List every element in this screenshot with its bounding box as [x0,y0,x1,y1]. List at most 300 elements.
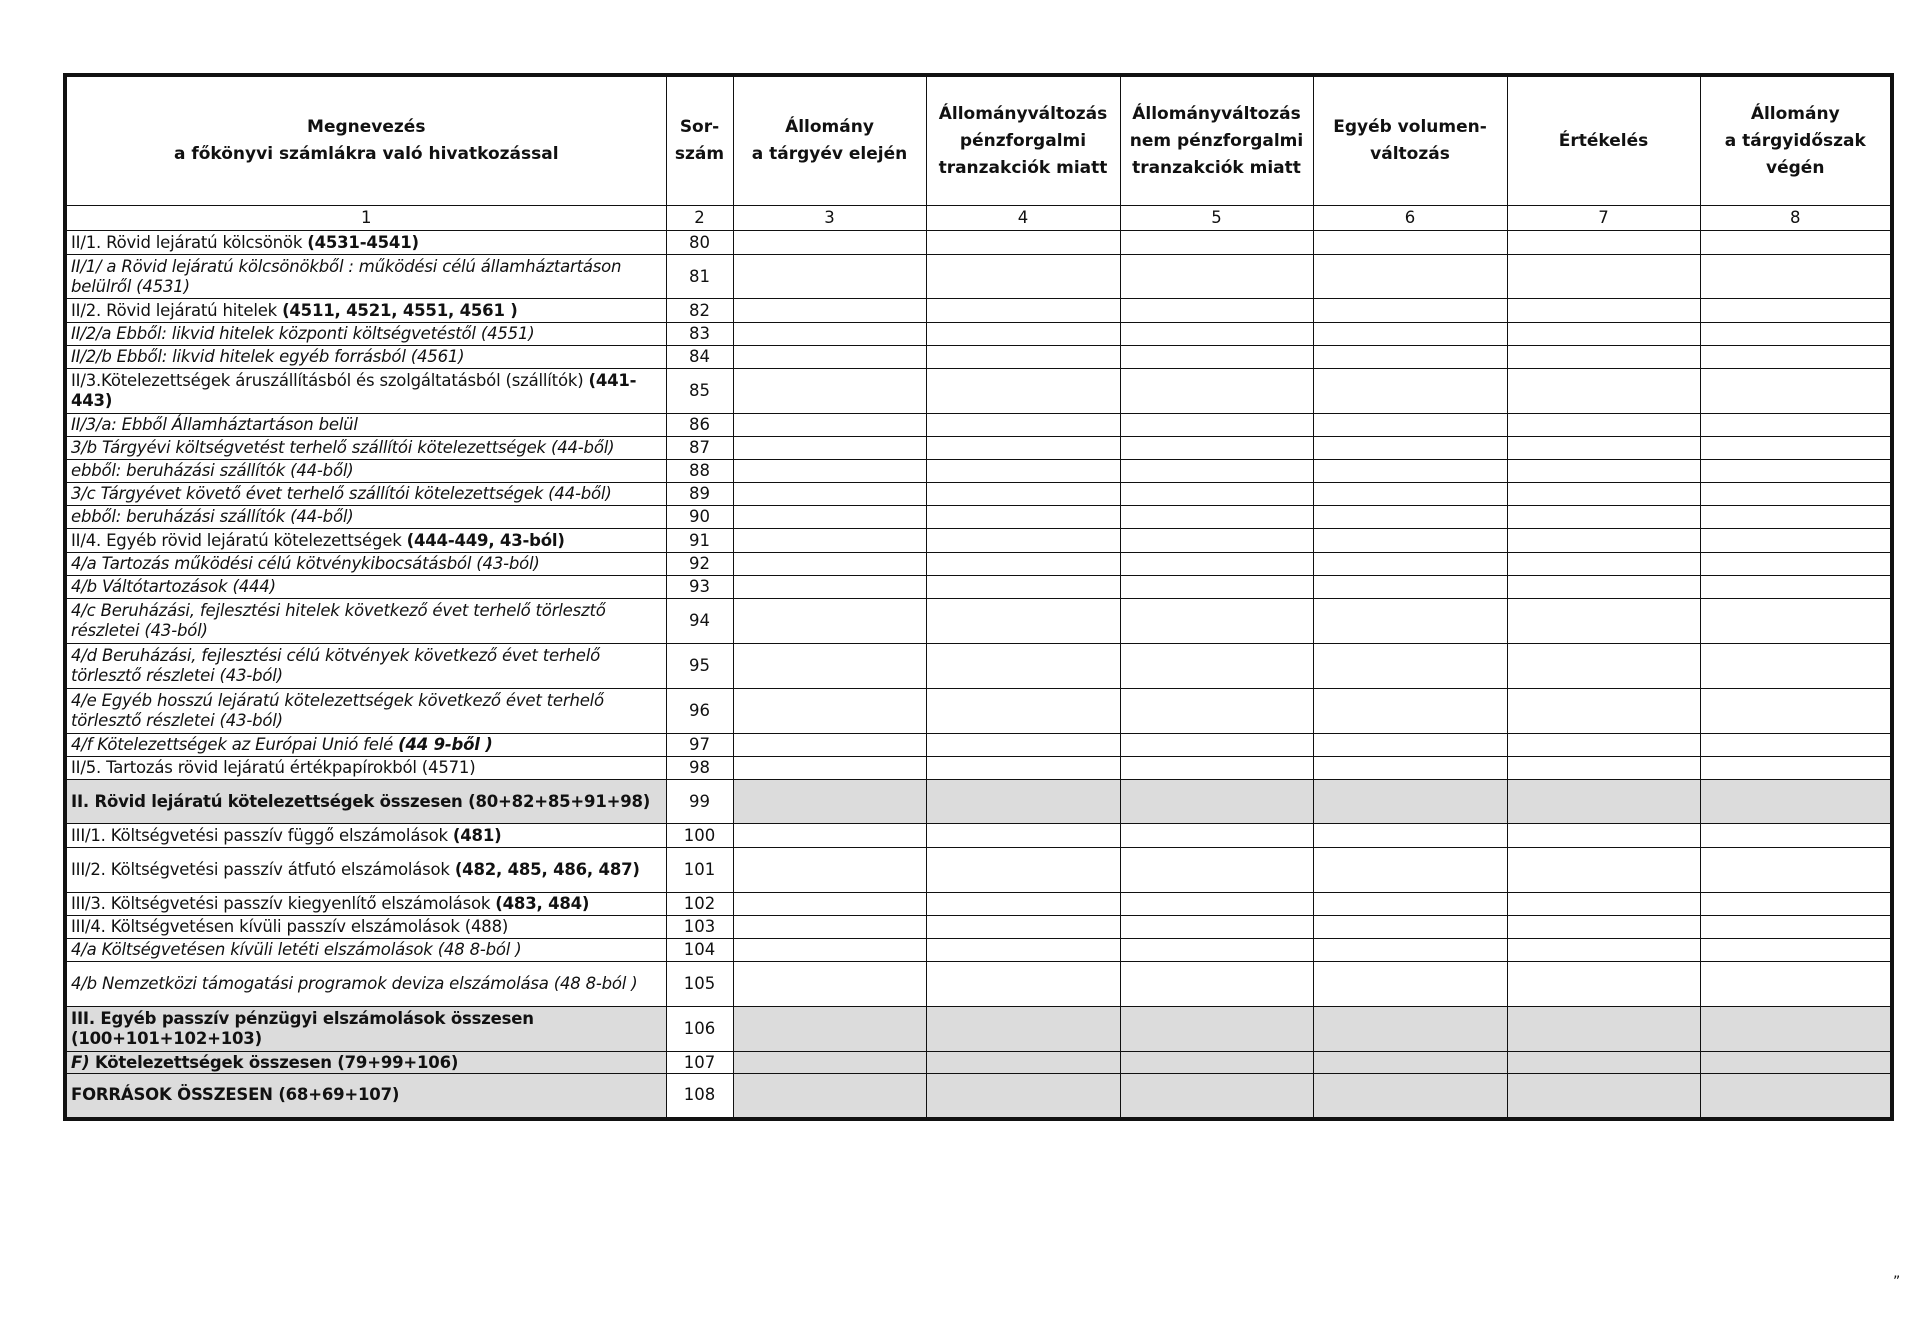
table-row [65,369,1892,414]
value-cell-col7[interactable] [1507,483,1700,506]
value-cell-col4[interactable] [926,916,1120,939]
value-cell-col5[interactable] [1120,460,1313,483]
value-cell-col4[interactable] [926,553,1120,576]
table-row [65,962,1892,1007]
table-row [65,529,1892,553]
row-number: 101 [666,848,733,893]
row-label-accounts: (4531-4541) [307,232,419,252]
value-cell-col8[interactable] [1700,323,1892,346]
value-cell-col6[interactable] [1313,824,1507,848]
value-cell-col5[interactable] [1120,757,1313,780]
value-cell-col4[interactable] [926,962,1120,1007]
value-cell-col7[interactable] [1507,460,1700,483]
value-cell-col4[interactable] [926,483,1120,506]
value-cell-col6[interactable] [1313,506,1507,529]
value-cell-col3[interactable] [733,1074,926,1119]
value-cell-col8[interactable] [1700,780,1892,824]
row-number: 108 [666,1074,733,1119]
value-cell-col7[interactable] [1507,231,1700,255]
row-label [65,599,666,644]
value-cell-col7[interactable] [1507,346,1700,369]
table-row [65,553,1892,576]
value-cell-col5[interactable] [1120,553,1313,576]
value-cell-col7[interactable] [1507,939,1700,962]
value-cell-col8[interactable] [1700,255,1892,299]
value-cell-col3[interactable] [733,576,926,599]
value-cell-col8[interactable] [1700,757,1892,780]
value-cell-col8[interactable] [1700,231,1892,255]
column-number: 2 [666,206,733,231]
table-row [65,848,1892,893]
value-cell-col8[interactable] [1700,1007,1892,1052]
row-label [65,231,666,255]
row-label [65,1007,666,1052]
row-number: 105 [666,962,733,1007]
value-cell-col8[interactable] [1700,437,1892,460]
table-row [65,689,1892,734]
value-cell-col8[interactable] [1700,529,1892,553]
row-label-text: 4/b Nemzetközi támogatási programok deviza elszámolása (48 8-ból ) [71,974,638,993]
row-label-text: II/5. Tartozás rövid lejáratú értékpapírokból (4571) [71,758,476,777]
value-cell-col4[interactable] [926,460,1120,483]
value-cell-col3[interactable] [733,734,926,757]
value-cell-col5[interactable] [1120,644,1313,689]
table-row [65,483,1892,506]
column-number: 6 [1313,206,1507,231]
value-cell-col3[interactable] [733,689,926,734]
value-cell-col4[interactable] [926,824,1120,848]
value-cell-col3[interactable] [733,962,926,1007]
value-cell-col7[interactable] [1507,734,1700,757]
value-cell-col6[interactable] [1313,460,1507,483]
value-cell-col6[interactable] [1313,599,1507,644]
row-label-text: III/2. Költségvetési passzív átfutó elszámolások [71,860,455,879]
value-cell-col5[interactable] [1120,323,1313,346]
row-number: 90 [666,506,733,529]
row-label-accounts: (482, 485, 486, 487) [454,860,640,879]
balance-table [63,73,1894,1121]
value-cell-col8[interactable] [1700,644,1892,689]
row-label [65,916,666,939]
value-cell-col6[interactable] [1313,299,1507,323]
row-label-text: 4/e Egyéb hosszú lejáratú kötelezettségek következő évet terhelő törlesztő részletei (43-ból) [71,691,604,730]
value-cell-col6[interactable] [1313,1007,1507,1052]
value-cell-col4[interactable] [926,780,1120,824]
column-number: 1 [65,206,666,231]
value-cell-col3[interactable] [733,483,926,506]
value-cell-col3[interactable] [733,299,926,323]
row-label-text: 3/c Tárgyévet követő évet terhelő szállítói kötelezettségek (44-ből) [71,484,612,503]
value-cell-col8[interactable] [1700,599,1892,644]
value-cell-col4[interactable] [926,231,1120,255]
row-number: 81 [666,255,733,299]
row-label-text: 3/b Tárgyévi költségvetést terhelő szállítói kötelezettségek (44-ből) [71,438,615,457]
value-cell-col7[interactable] [1507,689,1700,734]
row-label-text: III. Egyéb passzív pénzügyi elszámolások összesen (100+101+102+103) [71,1009,534,1048]
row-number: 88 [666,460,733,483]
value-cell-col6[interactable] [1313,757,1507,780]
value-cell-col6[interactable] [1313,346,1507,369]
value-cell-col7[interactable] [1507,529,1700,553]
value-cell-col5[interactable] [1120,529,1313,553]
row-label [65,346,666,369]
value-cell-col3[interactable] [733,848,926,893]
table-row [65,299,1892,323]
value-cell-col3[interactable] [733,369,926,414]
row-number: 98 [666,757,733,780]
value-cell-col6[interactable] [1313,437,1507,460]
value-cell-col7[interactable] [1507,323,1700,346]
value-cell-col7[interactable] [1507,599,1700,644]
table-row [65,893,1892,916]
value-cell-col6[interactable] [1313,644,1507,689]
row-number: 107 [666,1052,733,1074]
row-label [65,506,666,529]
row-number: 92 [666,553,733,576]
value-cell-col3[interactable] [733,824,926,848]
row-label-text: II/2/b Ebből: likvid hitelek egyéb forrásból (4561) [71,347,465,366]
value-cell-col5[interactable] [1120,346,1313,369]
value-cell-col6[interactable] [1313,848,1507,893]
table-row [65,1007,1892,1052]
row-label [65,323,666,346]
value-cell-col8[interactable] [1700,506,1892,529]
value-cell-col3[interactable] [733,255,926,299]
row-label [65,824,666,848]
value-cell-col7[interactable] [1507,299,1700,323]
value-cell-col6[interactable] [1313,916,1507,939]
row-label [65,1074,666,1119]
row-label [65,483,666,506]
value-cell-col5[interactable] [1120,916,1313,939]
value-cell-col4[interactable] [926,734,1120,757]
row-label [65,369,666,414]
row-label-accounts: Kötelezettségek összesen (79+99+106) [89,1052,459,1072]
row-number: 83 [666,323,733,346]
table-row [65,734,1892,757]
table-row [65,576,1892,599]
value-cell-col5[interactable] [1120,231,1313,255]
value-cell-col7[interactable] [1507,962,1700,1007]
value-cell-col4[interactable] [926,1052,1120,1074]
value-cell-col4[interactable] [926,644,1120,689]
value-cell-col8[interactable] [1700,1074,1892,1119]
row-label [65,576,666,599]
value-cell-col4[interactable] [926,689,1120,734]
row-label-text: II/3.Kötelezettségek áruszállításból és szolgáltatásból (szállítók) [71,371,589,390]
row-label [65,460,666,483]
table-row [65,460,1892,483]
table-row [65,437,1892,460]
row-label [65,893,666,916]
row-label [65,689,666,734]
value-cell-col4[interactable] [926,323,1120,346]
value-cell-col7[interactable] [1507,916,1700,939]
value-cell-col3[interactable] [733,437,926,460]
value-cell-col3[interactable] [733,506,926,529]
value-cell-col6[interactable] [1313,414,1507,437]
table-row [65,780,1892,824]
value-cell-col7[interactable] [1507,255,1700,299]
value-cell-col6[interactable] [1313,1074,1507,1119]
table-row [65,506,1892,529]
value-cell-col7[interactable] [1507,414,1700,437]
row-label [65,757,666,780]
value-cell-col5[interactable] [1120,369,1313,414]
row-label [65,962,666,1007]
value-cell-col6[interactable] [1313,369,1507,414]
table-row [65,231,1892,255]
row-number: 86 [666,414,733,437]
row-label-text: III/1. Költségvetési passzív függő elszámolások [71,825,453,845]
value-cell-col6[interactable] [1313,962,1507,1007]
value-cell-col8[interactable] [1700,369,1892,414]
row-label [65,848,666,893]
header-col3: Állomány a tárgyév elején [733,75,926,206]
value-cell-col6[interactable] [1313,1052,1507,1074]
value-cell-col7[interactable] [1507,1052,1700,1074]
value-cell-col7[interactable] [1507,644,1700,689]
value-cell-col7[interactable] [1507,576,1700,599]
table-row [65,414,1892,437]
value-cell-col3[interactable] [733,780,926,824]
value-cell-col5[interactable] [1120,299,1313,323]
header-name: Megnevezés a főkönyvi számlákra való hivatkozással [65,75,666,206]
row-label-text: II/1. Rövid lejáratú kölcsönök [71,232,308,252]
row-number: 85 [666,369,733,414]
table-row [65,1052,1892,1074]
row-label [65,780,666,824]
value-cell-col3[interactable] [733,460,926,483]
value-cell-col5[interactable] [1120,599,1313,644]
value-cell-col6[interactable] [1313,893,1507,916]
value-cell-col5[interactable] [1120,483,1313,506]
row-number: 106 [666,1007,733,1052]
value-cell-col4[interactable] [926,1074,1120,1119]
value-cell-col7[interactable] [1507,780,1700,824]
value-cell-col8[interactable] [1700,939,1892,962]
value-cell-col6[interactable] [1313,734,1507,757]
value-cell-col7[interactable] [1507,848,1700,893]
value-cell-col5[interactable] [1120,255,1313,299]
value-cell-col6[interactable] [1313,939,1507,962]
value-cell-col4[interactable] [926,599,1120,644]
value-cell-col8[interactable] [1700,1052,1892,1074]
row-label [65,644,666,689]
row-label-text: II/2. Rövid lejáratú hitelek [71,300,283,320]
value-cell-col3[interactable] [733,346,926,369]
column-number-row [65,206,1892,231]
value-cell-col8[interactable] [1700,553,1892,576]
value-cell-col5[interactable] [1120,1007,1313,1052]
value-cell-col8[interactable] [1700,962,1892,1007]
value-cell-col6[interactable] [1313,689,1507,734]
row-number: 94 [666,599,733,644]
value-cell-col7[interactable] [1507,1007,1700,1052]
value-cell-col5[interactable] [1120,848,1313,893]
row-label-accounts: (4511, 4521, 4551, 4561 ) [282,300,518,320]
value-cell-col4[interactable] [926,757,1120,780]
value-cell-col7[interactable] [1507,824,1700,848]
value-cell-col5[interactable] [1120,734,1313,757]
footnote-mark: ” [1893,1274,1901,1290]
row-label [65,553,666,576]
value-cell-col7[interactable] [1507,1074,1700,1119]
value-cell-col8[interactable] [1700,916,1892,939]
value-cell-col8[interactable] [1700,689,1892,734]
row-label-text: ebből: beruházási szállítók (44-ből) [71,461,354,480]
value-cell-col3[interactable] [733,529,926,553]
table-row [65,255,1892,299]
value-cell-col3[interactable] [733,893,926,916]
value-cell-col5[interactable] [1120,1074,1313,1119]
value-cell-col6[interactable] [1313,323,1507,346]
value-cell-col5[interactable] [1120,893,1313,916]
value-cell-col3[interactable] [733,553,926,576]
value-cell-col6[interactable] [1313,576,1507,599]
value-cell-col8[interactable] [1700,299,1892,323]
value-cell-col4[interactable] [926,529,1120,553]
row-label [65,734,666,757]
value-cell-col6[interactable] [1313,255,1507,299]
row-label-accounts: (441-443) [71,371,637,410]
table-row [65,346,1892,369]
value-cell-col8[interactable] [1700,893,1892,916]
value-cell-col6[interactable] [1313,780,1507,824]
value-cell-col3[interactable] [733,231,926,255]
value-cell-col7[interactable] [1507,369,1700,414]
value-cell-col7[interactable] [1507,757,1700,780]
value-cell-col6[interactable] [1313,231,1507,255]
value-cell-col6[interactable] [1313,483,1507,506]
row-number: 89 [666,483,733,506]
table-row [65,599,1892,644]
value-cell-col4[interactable] [926,893,1120,916]
value-cell-col8[interactable] [1700,734,1892,757]
value-cell-col4[interactable] [926,299,1120,323]
row-number: 104 [666,939,733,962]
value-cell-col8[interactable] [1700,460,1892,483]
value-cell-col8[interactable] [1700,414,1892,437]
row-number: 91 [666,529,733,553]
value-cell-col7[interactable] [1507,506,1700,529]
row-number: 87 [666,437,733,460]
value-cell-col3[interactable] [733,644,926,689]
row-number: 82 [666,299,733,323]
value-cell-col4[interactable] [926,346,1120,369]
header-col5: Állományváltozás nem pénzforgalmi tranzakciók miatt [1120,75,1313,206]
row-label-text: II. Rövid lejáratú kötelezettségek összesen (80+82+85+91+98) [71,791,651,811]
value-cell-col4[interactable] [926,848,1120,893]
value-cell-col4[interactable] [926,939,1120,962]
column-number: 4 [926,206,1120,231]
row-label-text: III/4. Költségvetésen kívüli passzív elszámolások (488) [71,917,509,936]
value-cell-col7[interactable] [1507,553,1700,576]
value-cell-col4[interactable] [926,255,1120,299]
value-cell-col5[interactable] [1120,962,1313,1007]
value-cell-col8[interactable] [1700,576,1892,599]
value-cell-col4[interactable] [926,1007,1120,1052]
value-cell-col8[interactable] [1700,346,1892,369]
column-number: 5 [1120,206,1313,231]
value-cell-col3[interactable] [733,916,926,939]
row-label [65,939,666,962]
table-row [65,644,1892,689]
value-cell-col4[interactable] [926,506,1120,529]
value-cell-col4[interactable] [926,437,1120,460]
column-number: 8 [1700,206,1892,231]
value-cell-col5[interactable] [1120,414,1313,437]
value-cell-col7[interactable] [1507,893,1700,916]
table-row [65,757,1892,780]
row-number: 102 [666,893,733,916]
row-label-text: II/3/a: Ebből Államháztartáson belül [71,415,358,434]
value-cell-col3[interactable] [733,1052,926,1074]
column-number: 3 [733,206,926,231]
row-label-text: 4/c Beruházási, fejlesztési hitelek következő évet terhelő törlesztő részletei (43-ból) [71,601,606,640]
value-cell-col3[interactable] [733,323,926,346]
header-col7: Értékelés [1507,75,1700,206]
value-cell-col5[interactable] [1120,689,1313,734]
row-label [65,1052,666,1074]
value-cell-col5[interactable] [1120,780,1313,824]
row-label [65,255,666,299]
value-cell-col3[interactable] [733,939,926,962]
header-row [65,75,1892,206]
row-label-accounts: (483, 484) [495,894,590,913]
column-number: 7 [1507,206,1700,231]
table-row [65,916,1892,939]
value-cell-col3[interactable] [733,757,926,780]
value-cell-col5[interactable] [1120,506,1313,529]
row-label-text: F) [71,1052,90,1072]
value-cell-col3[interactable] [733,414,926,437]
value-cell-col5[interactable] [1120,824,1313,848]
value-cell-col3[interactable] [733,599,926,644]
row-number: 97 [666,734,733,757]
header-col4: Állományváltozás pénzforgalmi tranzakciók miatt [926,75,1120,206]
header-sorszam: Sor- szám [666,75,733,206]
value-cell-col8[interactable] [1700,848,1892,893]
value-cell-col5[interactable] [1120,437,1313,460]
value-cell-col5[interactable] [1120,939,1313,962]
row-label-text: II/2/a Ebből: likvid hitelek központi költségvetéstől (4551) [71,324,535,343]
value-cell-col6[interactable] [1313,553,1507,576]
table-row [65,824,1892,848]
value-cell-col4[interactable] [926,414,1120,437]
row-label-text: FORRÁSOK ÖSSZESEN (68+69+107) [71,1085,400,1105]
row-number: 96 [666,689,733,734]
value-cell-col4[interactable] [926,369,1120,414]
value-cell-col5[interactable] [1120,1052,1313,1074]
row-number: 93 [666,576,733,599]
row-label-text: II/1/ a Rövid lejáratú kölcsönökből : működési célú államháztartáson belülről (4531) [71,256,622,296]
row-label-text: 4/f Kötelezettségek az Európai Unió felé [71,735,399,754]
row-label-text: 4/b Váltótartozások (444) [71,577,276,596]
row-label-accounts: (44 9-ből ) [398,735,493,754]
row-label-text: III/3. Költségvetési passzív kiegyenlítő elszámolások [71,894,496,913]
value-cell-col3[interactable] [733,1007,926,1052]
value-cell-col7[interactable] [1507,437,1700,460]
value-cell-col5[interactable] [1120,576,1313,599]
value-cell-col4[interactable] [926,576,1120,599]
row-label-text: 4/a Tartozás működési célú kötvénykibocsátásból (43-ból) [71,554,540,573]
value-cell-col8[interactable] [1700,483,1892,506]
value-cell-col8[interactable] [1700,824,1892,848]
row-label [65,529,666,553]
value-cell-col6[interactable] [1313,529,1507,553]
row-number: 100 [666,824,733,848]
